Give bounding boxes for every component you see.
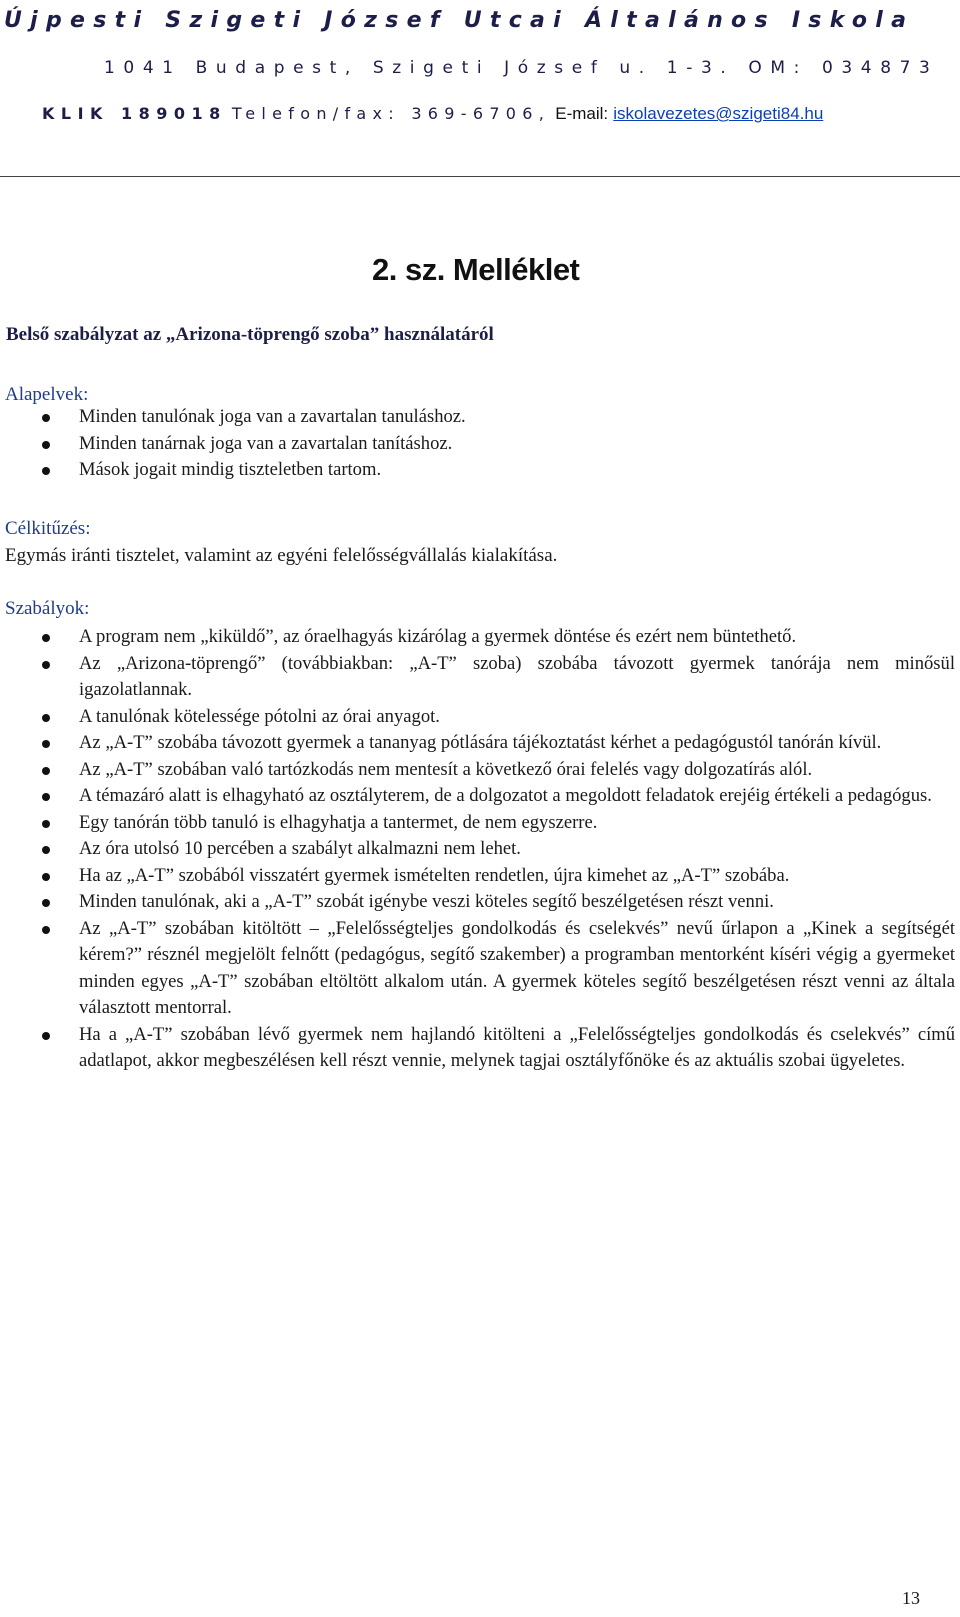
bullet-icon xyxy=(42,873,50,881)
phone-fax: Telefon/fax: 369-6706, xyxy=(231,104,551,123)
list-item xyxy=(0,810,955,837)
bullet-icon xyxy=(42,926,50,934)
list-item-text: Az óra utolsó 10 percében a szabályt alkalmazni nem lehet. xyxy=(79,838,521,859)
goal-label: Célkitűzés: xyxy=(5,518,91,539)
list-item xyxy=(0,730,955,757)
list-item xyxy=(0,1022,955,1075)
bullet-icon xyxy=(42,714,50,722)
list-item-text: Ha a „A-T” szobában lévő gyermek nem hajlandó kitölteni a „Felelősségteljes gondolkodás és cselekvés” című adatlapot, akkor megbeszélésen kell részt vennie, melynek tagjai osztályfőnöke és az aktuális szobai ügyeletes. xyxy=(79,1023,955,1071)
list-item xyxy=(0,457,700,484)
list-item xyxy=(0,757,955,784)
school-name: Újpesti Szigeti József Utcai Általános Iskola xyxy=(4,8,915,33)
rules-label: Szabályok: xyxy=(5,598,90,619)
list-item-text: Minden tanárnak joga van a zavartalan tanításhoz. xyxy=(79,432,453,454)
list-item-text: Minden tanulónak joga van a zavartalan tanuláshoz. xyxy=(79,406,466,427)
list-item xyxy=(0,916,955,1022)
principles-label: Alapelvek: xyxy=(5,384,89,405)
list-item-text: Az „A-T” szobában kitöltött – „Felelősségteljes gondolkodás és cselekvés” nevű űrlapon a „Kinek a segítségét kérem?” résznél megjelölt felnőtt (pedagógus, segítő szakember) a programban mentorként kíséri végig a gyermeket minden egyes „A-T” szobában eltöltött alkalom után. A gyermek köteles segítő beszélgetésen részt venni az általa választott mentorral. xyxy=(79,917,955,1018)
principles-list xyxy=(0,404,700,484)
email-label: E-mail: xyxy=(555,104,609,123)
list-item xyxy=(0,431,700,458)
bullet-icon xyxy=(42,467,50,475)
email-link[interactable]: iskolavezetes@szigeti84.hu xyxy=(613,104,824,123)
list-item xyxy=(0,704,955,731)
bullet-icon xyxy=(42,767,50,775)
list-item xyxy=(0,863,955,890)
list-item-text: A program nem „kiküldő”, az óraelhagyás kizárólag a gyermek döntése és ezért nem büntethető. xyxy=(79,626,797,647)
document-title: Belső szabályzat az „Arizona-töprengő szoba” használatáról xyxy=(6,324,494,345)
list-item xyxy=(0,404,700,431)
list-item-text: Egy tanórán több tanuló is elhagyhatja a tantermet, de nem egyszerre. xyxy=(79,811,598,833)
rules-list xyxy=(0,624,955,1075)
bullet-icon xyxy=(42,661,50,669)
bullet-icon xyxy=(42,634,50,642)
bullet-icon xyxy=(42,793,50,801)
annex-title: 2. sz. Melléklet xyxy=(372,252,580,287)
contact-line xyxy=(42,104,823,124)
list-item xyxy=(0,836,955,863)
bullet-icon xyxy=(42,820,50,828)
list-item-text: A témazáró alatt is elhagyható az osztályterem, de a dolgozatot a megoldott feladatok erejéig értékeli a pedagógus. xyxy=(79,785,932,806)
bullet-icon xyxy=(42,740,50,748)
list-item-text: Az „Arizona-töprengő” (továbbiakban: „A-T” szoba) szobába távozott gyermek tanórája nem minősül igazolatlannak. xyxy=(79,652,955,700)
bullet-icon xyxy=(42,846,50,854)
header-divider xyxy=(0,176,960,177)
list-item-text: Az „A-T” szobában való tartózkodás nem mentesít a következő órai felelés vagy dolgozatírás alól. xyxy=(79,758,813,780)
list-item xyxy=(0,889,955,916)
list-item-text: Mások jogait mindig tiszteletben tartom. xyxy=(79,459,382,480)
list-item xyxy=(0,783,955,810)
klik-code: KLIK 189018 xyxy=(42,104,227,123)
bullet-icon xyxy=(42,441,50,449)
goal-text: Egymás iránti tisztelet, valamint az egyéni felelősségvállalás kialakítása. xyxy=(5,545,558,566)
bullet-icon xyxy=(42,414,50,422)
list-item-text: Az „A-T” szobába távozott gyermek a tananyag pótlására tájékoztatást kérhet a pedagógustól tanórán kívül. xyxy=(79,732,882,753)
school-address: 1041 Budapest, Szigeti József u. 1-3. OM: 034873 xyxy=(104,58,939,78)
list-item xyxy=(0,651,955,704)
list-item xyxy=(0,624,955,651)
list-item-text: Minden tanulónak, aki a „A-T” szobát igénybe veszi köteles segítő beszélgetésen részt venni. xyxy=(79,891,774,912)
list-item-text: Ha az „A-T” szobából visszatért gyermek ismételten rendetlen, újra kimehet az „A-T” szobába. xyxy=(79,864,790,886)
page-number: 13 xyxy=(902,1588,920,1608)
bullet-icon xyxy=(42,899,50,907)
list-item-text: A tanulónak kötelessége pótolni az órai anyagot. xyxy=(79,705,440,727)
bullet-icon xyxy=(42,1032,50,1040)
